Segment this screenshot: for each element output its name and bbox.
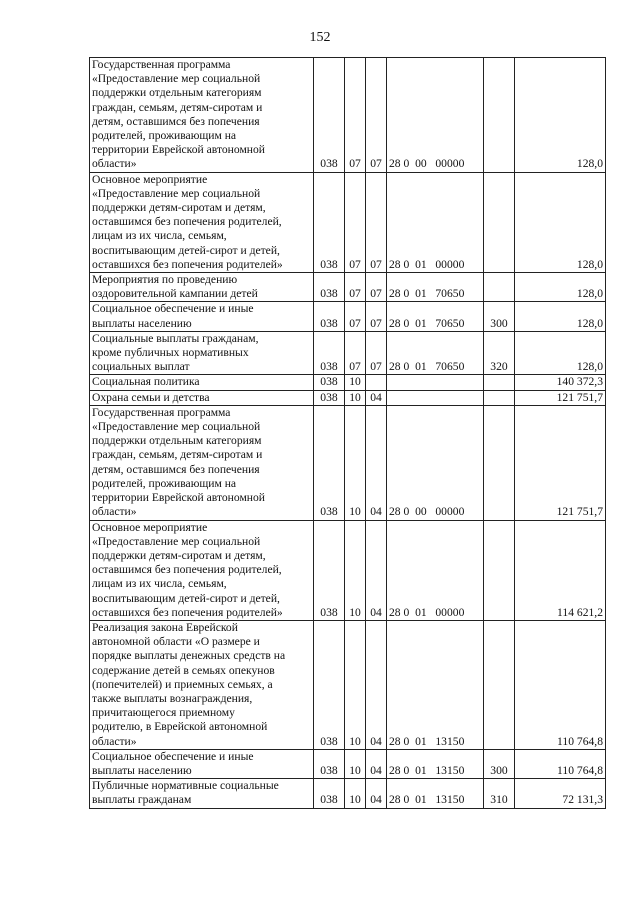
row-amount: 114 621,2 [515,520,606,620]
row-expense-type-code [484,58,515,173]
row-expense-type-code [484,520,515,620]
row-description: Мероприятия по проведению оздоровительной кампании детей [90,273,314,302]
row-grbs-code: 038 [314,302,345,331]
row-amount: 121 751,7 [515,390,606,405]
row-expense-type-code [484,172,515,272]
row-target-article-code: 28 0 00 00000 [387,405,484,520]
row-grbs-code: 038 [314,390,345,405]
row-description: Основное мероприятие «Предоставление мер социальной поддержки детям-сиротам и детям, оставшимся без попечения родителей, лицам из их числа, семьям, воспитывающим детей-сирот и детей, оставшихся без попечения родителей» [90,172,314,272]
row-subsection-code: 04 [366,520,387,620]
row-target-article-code: 28 0 01 00000 [387,520,484,620]
row-subsection-code: 04 [366,405,387,520]
row-grbs-code: 038 [314,331,345,375]
row-target-article-code: 28 0 00 00000 [387,58,484,173]
row-amount: 128,0 [515,331,606,375]
row-grbs-code: 038 [314,273,345,302]
row-target-article-code: 28 0 01 70650 [387,331,484,375]
row-subsection-code: 07 [366,58,387,173]
row-description: Реализация закона Еврейской автономной области «О размере и порядке выплаты денежных средств на содержание детей в семьях опекунов (попечителей) и приемных семьях, а также выплаты вознаграждения, причитающегося приемному родителю, в Еврейской автономной области» [90,620,314,749]
row-description: Государственная программа «Предоставление мер социальной поддержки отдельным категориям граждан, семьям, детям-сиротам и детям, оставшимся без попечения родителей, проживающим на территории Еврейской автономной области» [90,58,314,173]
row-grbs-code: 038 [314,620,345,749]
table-row [90,390,606,405]
row-section-code: 10 [345,779,366,808]
row-subsection-code [366,375,387,390]
row-subsection-code: 04 [366,620,387,749]
row-section-code: 10 [345,375,366,390]
table-row [90,302,606,331]
table-row [90,58,606,173]
page-number: 152 [309,30,331,45]
row-expense-type-code: 310 [484,779,515,808]
row-grbs-code: 038 [314,172,345,272]
table-row [90,749,606,778]
row-amount: 121 751,7 [515,405,606,520]
budget-table-body [90,58,606,809]
table-row [90,331,606,375]
row-description: Охрана семьи и детства [90,390,314,405]
row-section-code: 07 [345,172,366,272]
row-grbs-code: 038 [314,58,345,173]
row-section-code: 07 [345,302,366,331]
row-subsection-code: 04 [366,390,387,405]
row-description: Социальное обеспечение и иные выплаты населению [90,749,314,778]
row-target-article-code [387,390,484,405]
row-target-article-code: 28 0 01 00000 [387,172,484,272]
row-section-code: 10 [345,749,366,778]
budget-table [89,57,606,809]
row-section-code: 10 [345,390,366,405]
row-amount: 72 131,3 [515,779,606,808]
row-amount: 128,0 [515,273,606,302]
row-grbs-code: 038 [314,749,345,778]
table-row [90,273,606,302]
row-subsection-code: 07 [366,302,387,331]
row-grbs-code: 038 [314,375,345,390]
row-section-code: 10 [345,405,366,520]
row-description: Социальные выплаты гражданам, кроме публичных нормативных социальных выплат [90,331,314,375]
table-row [90,172,606,272]
row-amount: 128,0 [515,302,606,331]
row-description: Социальное обеспечение и иные выплаты населению [90,302,314,331]
row-description: Основное мероприятие «Предоставление мер социальной поддержки детям-сиротам и детям, оставшимся без попечения родителей, лицам из их числа, семьям, воспитывающим детей-сирот и детей, оставшихся без попечения родителей» [90,520,314,620]
row-section-code: 07 [345,273,366,302]
row-expense-type-code [484,620,515,749]
row-amount: 128,0 [515,172,606,272]
row-description: Публичные нормативные социальные выплаты гражданам [90,779,314,808]
table-row [90,779,606,808]
row-amount: 140 372,3 [515,375,606,390]
row-expense-type-code [484,375,515,390]
row-expense-type-code [484,390,515,405]
row-section-code: 07 [345,58,366,173]
table-row [90,375,606,390]
row-section-code: 10 [345,620,366,749]
row-grbs-code: 038 [314,405,345,520]
row-subsection-code: 07 [366,331,387,375]
row-expense-type-code [484,273,515,302]
row-subsection-code: 04 [366,779,387,808]
row-expense-type-code: 300 [484,302,515,331]
row-expense-type-code [484,405,515,520]
row-target-article-code: 28 0 01 13150 [387,620,484,749]
row-expense-type-code: 300 [484,749,515,778]
row-description: Государственная программа «Предоставление мер социальной поддержки отдельным категориям граждан, семьям, детям-сиротам и детям, оставшимся без попечения родителей, проживающим на территории Еврейской автономной области» [90,405,314,520]
row-subsection-code: 07 [366,273,387,302]
row-amount: 110 764,8 [515,620,606,749]
table-row [90,520,606,620]
row-target-article-code: 28 0 01 70650 [387,273,484,302]
row-amount: 128,0 [515,58,606,173]
row-subsection-code: 07 [366,172,387,272]
row-target-article-code: 28 0 01 70650 [387,302,484,331]
row-amount: 110 764,8 [515,749,606,778]
row-expense-type-code: 320 [484,331,515,375]
row-target-article-code: 28 0 01 13150 [387,779,484,808]
row-target-article-code: 28 0 01 13150 [387,749,484,778]
table-row [90,620,606,749]
row-description: Социальная политика [90,375,314,390]
row-target-article-code [387,375,484,390]
row-subsection-code: 04 [366,749,387,778]
row-section-code: 07 [345,331,366,375]
row-grbs-code: 038 [314,779,345,808]
row-section-code: 10 [345,520,366,620]
row-grbs-code: 038 [314,520,345,620]
table-row [90,405,606,520]
